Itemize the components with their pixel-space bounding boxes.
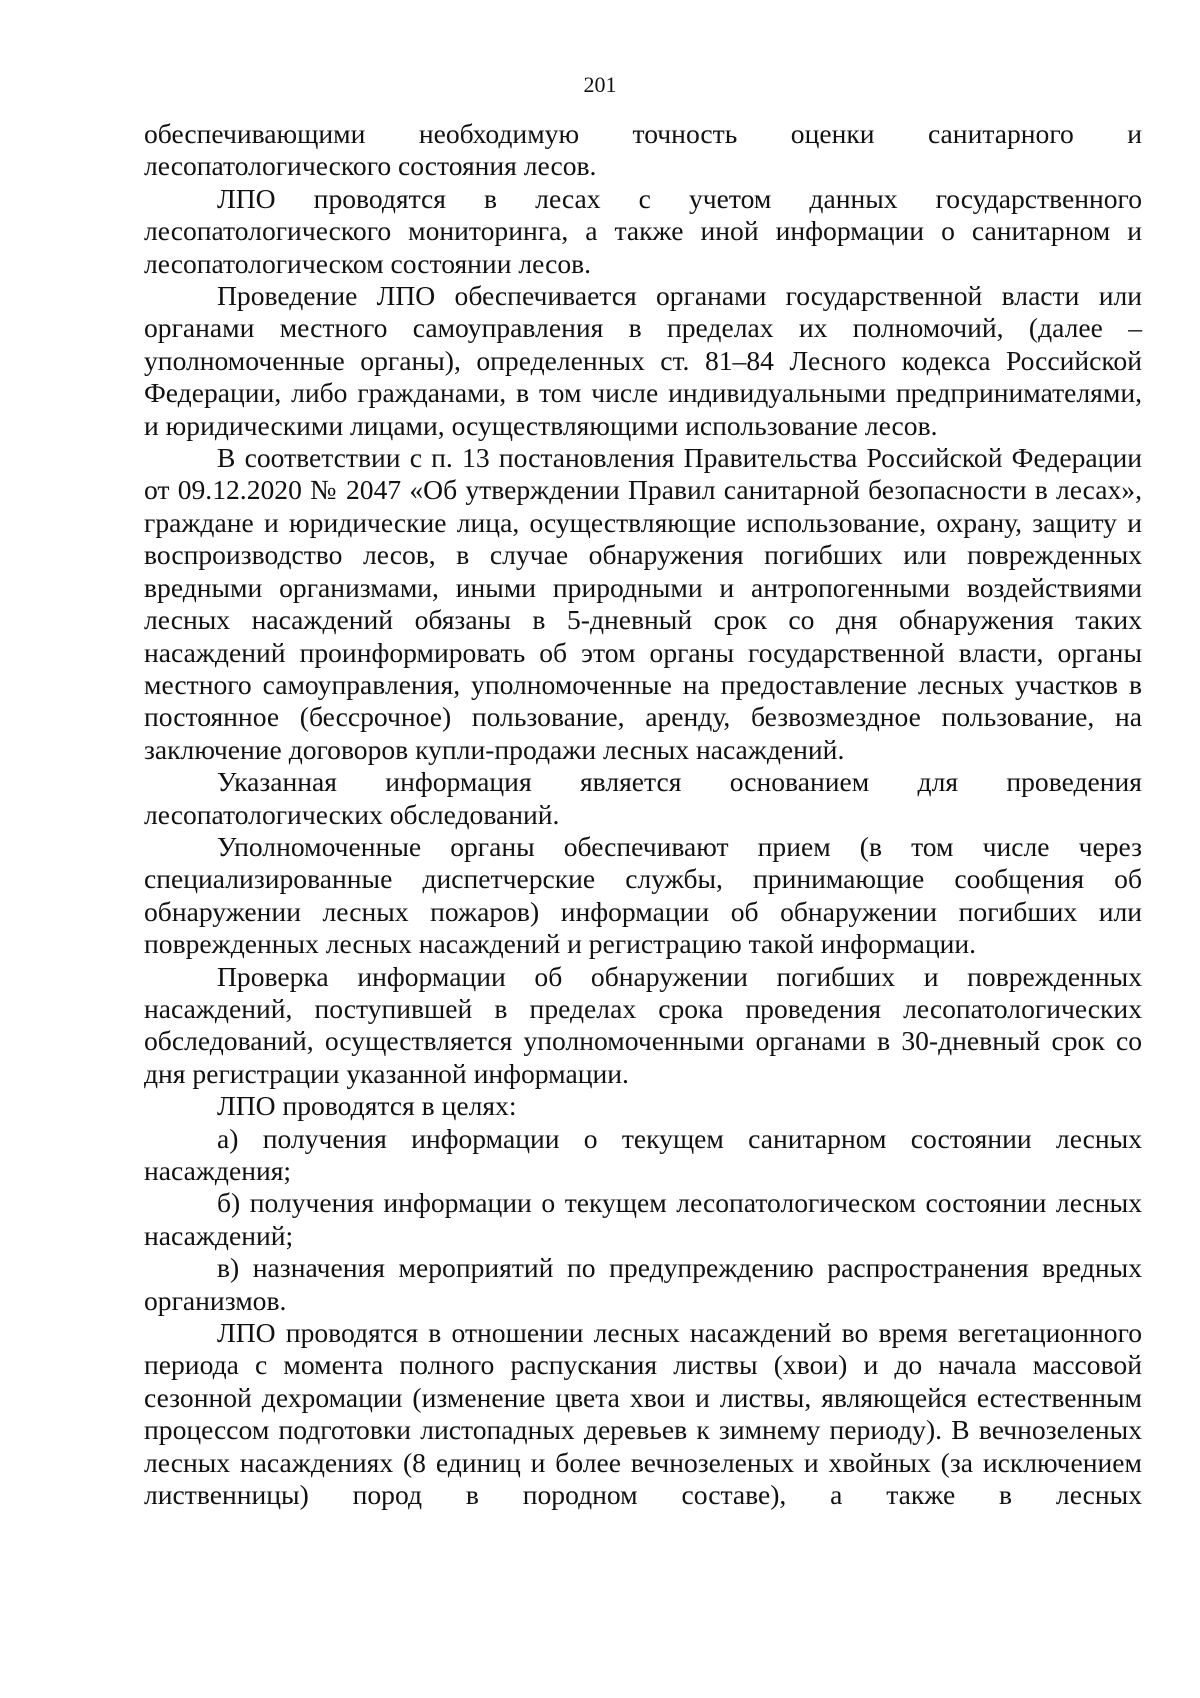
paragraph-lpo-conducted: ЛПО проводятся в лесах с учетом данных государственного лесопатологического мониторинга, а также иной информации о санитарном и лесопатологическом состоянии лесов.: [144, 182, 1142, 279]
list-item-b: б) получения информации о текущем лесопатологическом состоянии лесных насаждений;: [144, 1187, 1142, 1251]
paragraph-information-check: Проверка информации об обнаружении погибших и поврежденных насаждений, поступившей в пределах срока проведения лесопатологических обследований, осуществляется уполномоченными органами в 30-дневный срок со дня регистрации указанной информации.: [144, 960, 1142, 1089]
paragraph-lpo-provision: Проведение ЛПО обеспечивается органами государственной власти или органами местного самоуправления в пределах их полномочий, (далее – уполномоченные органы), определенных ст. 81–84 Лесного кодекса Российской Федерации, либо гражданами, в том числе индивидуальными предпринимателями, и юридическими лицами, осуществляющими использование лесов.: [144, 280, 1142, 441]
paragraph-continuation-end: лесопатологического состояния лесов.: [144, 150, 597, 182]
paragraph-authorized-bodies: Уполномоченные органы обеспечивают прием (в том числе через специализированные диспетчерские службы, принимающие сообщения об обнаружении лесных пожаров) информации об обнаружении погибших или поврежденных лесных насаждений и регистрацию такой информации.: [144, 830, 1142, 960]
paragraph-information-basis: Указанная информация является основанием для проведения лесопатологических обследований.: [144, 766, 1142, 830]
page-number: 201: [583, 72, 617, 97]
list-item-a: а) получения информации о текущем санитарном состоянии лесных насаждения;: [144, 1122, 1142, 1186]
paragraph-vegetation-period: ЛПО проводятся в отношении лесных насаждений во время вегетационного периода с момента полного распускания листвы (хвои) и до начала массовой сезонной дехромации (изменение цвета хвои и листвы, являющейся естественным процессом подготовки листопадных деревьев к зимнему периоду). В вечнозеленых лесных насаждениях (8 единиц и более вечнозеленых и хвойных (за исключением лиственницы) пород в породном составе), а также в лесных: [144, 1317, 1142, 1511]
paragraph-government-decree: В соответствии с п. 13 постановления Правительства Российской Федерации от 09.12.2020 № 2047 «Об утверждении Правил санитарной безопасности в лесах», граждане и юридические лица, осуществляющие использование, охрану, защиту и воспроизводство лесов, в случае обнаружения погибших или поврежденных вредными организмами, иными природными и антропогенными воздействиями лесных насаждений обязаны в 5-дневный срок со дня обнаружения таких насаждений проинформировать об этом органы государственной власти, органы местного самоуправления, уполномоченные на предоставление лесных участков в постоянное (бессрочное) пользование, аренду, безвозмездное пользование, на заключение договоров купли-продажи лесных насаждений.: [144, 442, 1142, 765]
list-item-c: в) назначения мероприятий по предупреждению распространения вредных организмов.: [144, 1252, 1142, 1316]
paragraph-continuation-line: обеспечивающими необходимую точность оценки санитарного и: [144, 118, 1142, 149]
document-body: [144, 118, 1142, 1511]
paragraph-lpo-purposes: ЛПО проводятся в целях:: [217, 1090, 517, 1122]
